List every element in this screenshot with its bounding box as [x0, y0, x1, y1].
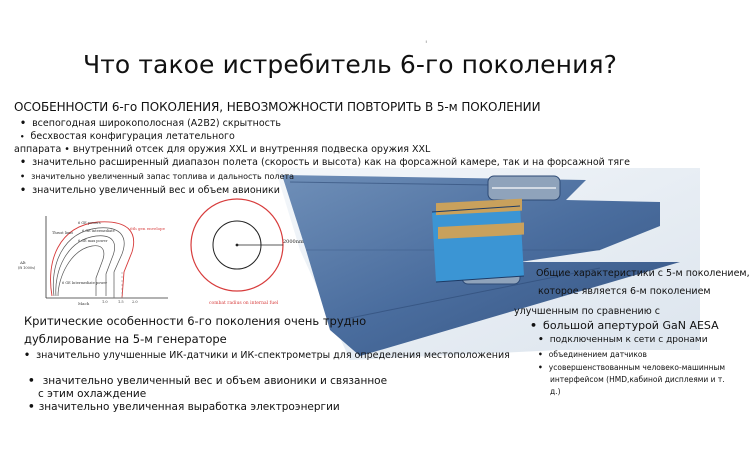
bullet-dot-icon: • — [24, 350, 31, 361]
envelope-label: 6 GE max power — [78, 239, 108, 243]
right-intro-line: которое является 6-м поколением — [538, 286, 711, 297]
bullet-dot-icon: • — [20, 133, 25, 141]
envelope-tick: 1.5 — [118, 300, 124, 304]
envelope-label: 6 GE powers — [78, 221, 101, 225]
bullet-dot-icon: • — [20, 157, 27, 168]
envelope-tick: 1.0 — [102, 300, 108, 304]
bullet-dot-icon: • — [538, 335, 544, 345]
envelope-label: Thrust limit — [52, 231, 73, 235]
bullet-dot-icon: • — [20, 172, 26, 181]
right-bullet: • подключенным к сети с дронами — [538, 335, 708, 345]
envelope-tick: 2.0 — [132, 300, 138, 304]
feature-bullet: • значительно расширенный диапазон полета (скорость и высота) как на форсажной камере, так и на форсажной тяге — [20, 157, 630, 168]
feature-bullet: • значительно увеличенный вес и объем авионики — [20, 185, 280, 196]
section-subtitle: ОСОБЕННОСТИ 6-го ПОКОЛЕНИЯ, НЕВОЗМОЖНОСТИ ПОВТОРИТЬ В 5-м ПОКОЛЕНИИ — [14, 100, 541, 114]
critical-bullet: • значительно улучшенные ИК-датчики и ИК-спектрометры для определения местоположения — [24, 350, 510, 361]
feature-bullet: • бесхвостая конфигурация летательного — [20, 131, 235, 142]
right-intro-line: улучшенным по сравнению с — [514, 306, 660, 317]
page-title: Что такое истребитель 6-го поколения? — [83, 50, 617, 79]
bullet-dot-icon: • — [20, 185, 27, 196]
right-intro-line: Общие характеристики с 5-м поколением, — [536, 268, 750, 279]
envelope-label: 6 GE intermediate — [82, 229, 115, 233]
envelope-label-red: 6th gen envelope — [130, 226, 165, 231]
envelope-axis-label: Mach — [78, 301, 90, 306]
bullet-dot-icon: • — [28, 401, 35, 413]
envelope-curve — [58, 246, 104, 296]
combat-radius-diagram — [185, 192, 310, 312]
radius-caption: combat radius on internal fuel — [209, 301, 279, 306]
stray-mark: ' — [425, 40, 428, 50]
envelope-label: 6 GE Intermediate power — [62, 281, 108, 285]
critical-bullet: • значительно увеличенный вес и объем авионики и связанное с этим охлаждение — [28, 375, 388, 400]
right-bullet: • объединением датчиков — [538, 350, 647, 359]
bullet-dot-icon: • — [538, 350, 543, 359]
critical-heading: Критические особенности 6-го поколения очень трудно дублирование на 5-м генераторе — [24, 314, 367, 346]
envelope-axis-label: Alt — [20, 260, 26, 265]
envelope-axis-label: (ft 1000s) — [18, 266, 36, 270]
bullet-dot-icon: • — [530, 319, 538, 332]
feature-bullet: • всепогодная широкополосная (A2B2) скрытность — [20, 118, 282, 129]
right-bullet: • большой апертурой GaN AESA — [530, 319, 719, 332]
weapons-bay — [432, 206, 524, 282]
envelope-curve — [56, 236, 115, 296]
bullet-dot-icon: • — [538, 363, 543, 372]
flight-envelope-diagram — [18, 212, 178, 307]
critical-bullet: • значительно увеличенная выработка электроэнергии — [28, 401, 340, 413]
right-bullet: • усовершенствованным человеко-машинным интерфейсом (HMD,кабиной дисплеями и т. д.) — [538, 363, 726, 396]
feature-bullet: аппарата • внутренний отсек для оружия XXL и внутренняя подвеска оружия XXL — [14, 144, 431, 155]
bullet-dot-icon: • — [20, 118, 27, 129]
feature-bullet: • значительно увеличенный запас топлива и дальность полета — [20, 172, 295, 181]
bullet-dot-icon: • — [28, 375, 35, 387]
radius-label: 2000nm — [283, 239, 304, 245]
radius-center — [236, 244, 239, 247]
